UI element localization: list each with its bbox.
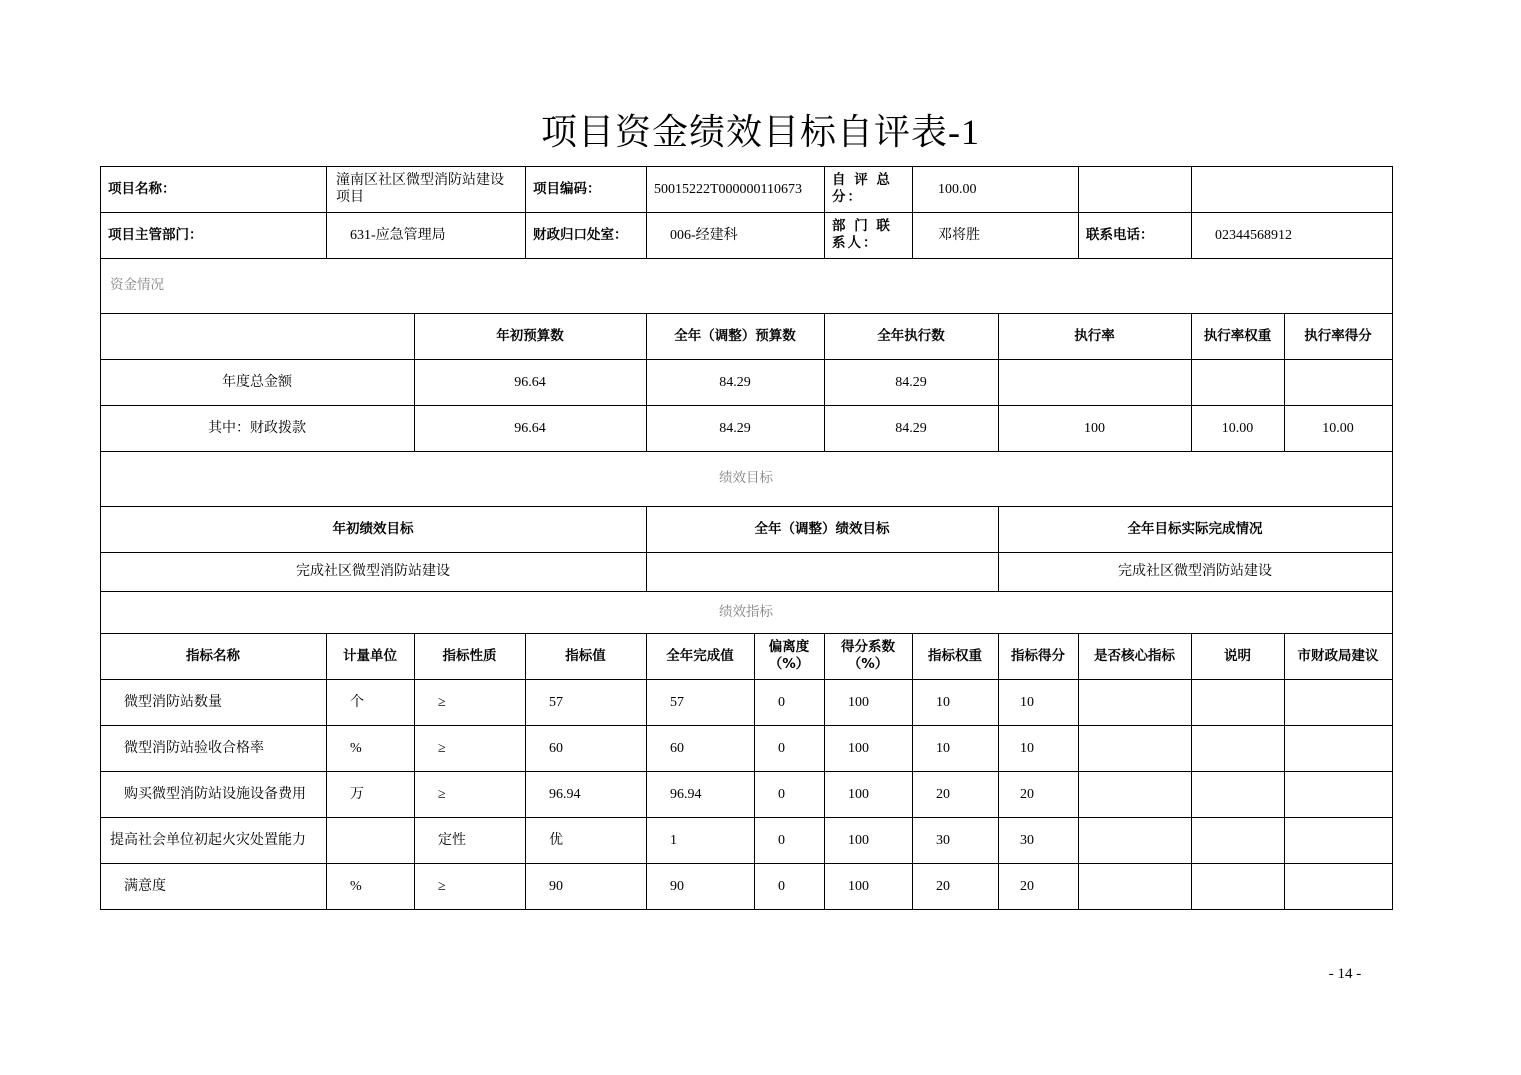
empty-cell [1078,679,1191,725]
indicator-nature: ≥ [438,786,446,802]
indicator-weight: 30 [936,832,950,848]
funds-cell-executed: 84.29 [895,420,927,436]
empty-cell [1191,166,1392,212]
funds-cell-adjusted: 84.29 [719,374,751,390]
funds-cell-rate: 100 [1084,420,1105,436]
indicator-dev: 0 [778,740,785,756]
indicator-value: 60 [549,740,563,756]
indicator-done: 1 [670,832,677,848]
goal-initial: 完成社区微型消防站建设 [296,563,450,579]
funds-header: 全年（调整）预算数 [674,327,796,344]
indicator-header: 全年完成值 [666,647,734,664]
indicator-nature: ≥ [438,878,446,894]
empty-cell [1191,771,1284,817]
indicator-value: 90 [549,878,563,894]
contact-value: 邓将胜 [938,227,980,243]
empty-cell [1078,725,1191,771]
indicator-dev: 0 [778,786,785,802]
indicator-nature: ≥ [438,740,446,756]
indicator-done: 90 [670,878,684,894]
indicator-name: 提高社会单位初起火灾处置能力 [110,831,306,848]
empty-cell [1191,679,1284,725]
indicator-done: 96.94 [670,786,702,802]
phone-value: 02344568912 [1215,227,1292,243]
indicator-unit: % [350,878,362,894]
indicator-score: 30 [1020,832,1034,848]
indicator-weight: 10 [936,694,950,710]
empty-cell [1284,771,1392,817]
empty-cell [1191,725,1284,771]
indicator-name: 满意度 [124,877,166,894]
goals-header: 全年（调整）绩效目标 [754,520,890,537]
funds-header: 执行率权重 [1203,327,1272,344]
empty-cell [1078,863,1191,909]
indicator-header: 说明 [1224,647,1251,664]
funds-cell-executed: 84.29 [895,374,927,390]
indicator-header: 指标名称 [186,647,240,664]
indicator-weight: 10 [936,740,950,756]
indicator-header: 市财政局建议 [1297,647,1379,664]
indicator-name: 购买微型消防站设施设备费用 [124,785,306,802]
indicator-value: 96.94 [549,786,581,802]
indicator-unit: 万 [350,786,364,802]
indicator-coef: 100 [848,786,869,802]
page-title: 项目资金绩效目标自评表-1 [540,112,980,153]
empty-cell [1191,817,1284,863]
empty-cell [1284,863,1392,909]
indicator-header: 得分系数（%） [841,639,895,672]
indicator-score: 20 [1020,786,1034,802]
indicator-score: 10 [1020,694,1034,710]
indicator-dev: 0 [778,878,785,894]
empty-cell [1284,679,1392,725]
goals-header: 全年目标实际完成情况 [1127,520,1263,537]
empty-cell [1078,166,1191,212]
indicator-coef: 100 [848,740,869,756]
project-name-value: 潼南区社区微型消防站建设项目 [336,173,504,205]
empty-cell [1284,725,1392,771]
indicator-score: 10 [1020,740,1034,756]
indicator-nature: ≥ [438,694,446,710]
indicator-unit: 个 [350,694,364,710]
indicator-weight: 20 [936,786,950,802]
indicator-value: 57 [549,694,563,710]
indicator-value: 优 [549,832,563,848]
goal-actual: 完成社区微型消防站建设 [1118,563,1272,579]
indicator-header: 指标权重 [928,647,982,664]
indicator-unit: % [350,740,362,756]
funds-header: 年初预算数 [496,327,564,344]
page-number: - 14 - [1328,966,1362,982]
goal-adjusted [646,552,998,591]
indicator-name: 微型消防站数量 [124,693,222,710]
empty-cell [1284,817,1392,863]
funds-header: 执行率得分 [1304,327,1372,344]
indicator-name: 微型消防站验收合格率 [124,739,264,756]
indicator-header: 偏离度（%） [768,639,810,672]
dept-value: 631-应急管理局 [350,227,446,243]
empty-cell [1191,863,1284,909]
funds-header-blank [100,313,414,359]
finance-label: 财政归口处室： [533,226,628,243]
funds-header: 全年执行数 [877,327,945,344]
indicator-unit [326,817,414,863]
project-name-label: 项目名称： [108,180,176,197]
score-label: 自 评 总分： [832,172,892,205]
indicator-coef: 100 [848,694,869,710]
empty-cell [1078,771,1191,817]
funds-cell-score: 10.00 [1322,420,1354,436]
indicator-done: 60 [670,740,684,756]
funds-header: 执行率 [1074,327,1115,344]
funds-cell-budget: 96.64 [514,420,546,436]
contact-label: 部 门 联 系人： [832,218,892,251]
indicator-nature: 定性 [438,832,466,848]
indicator-dev: 0 [778,694,785,710]
funds-row-label: 年度总金额 [222,373,292,390]
indicator-header: 指标性质 [442,647,497,664]
empty-cell [1078,817,1191,863]
funds-cell-rate [998,359,1191,405]
indicator-weight: 20 [936,878,950,894]
goals-header: 年初绩效目标 [332,520,414,537]
indicator-header: 计量单位 [343,647,397,664]
indicator-coef: 100 [848,878,869,894]
project-code-label: 项目编码： [533,180,601,197]
indicator-dev: 0 [778,832,785,848]
funds-cell-weight [1191,359,1284,405]
indicator-header: 指标值 [565,647,606,664]
indicators-section-title: 绩效指标 [719,603,773,620]
funds-cell-weight: 10.00 [1221,420,1254,436]
indicator-done: 57 [670,694,684,710]
phone-label: 联系电话： [1086,226,1154,243]
finance-value: 006-经建科 [670,227,738,243]
funds-section-title: 资金情况 [110,277,164,293]
goals-section-title: 绩效目标 [719,470,773,486]
indicator-score: 20 [1020,878,1034,894]
indicator-header: 是否核心指标 [1094,647,1175,664]
funds-row-label: 其中：财政拨款 [208,419,306,436]
indicator-header: 指标得分 [1011,647,1065,664]
dept-label: 项目主管部门： [108,226,203,243]
funds-cell-score [1284,359,1392,405]
funds-cell-adjusted: 84.29 [719,420,751,436]
score-value: 100.00 [938,181,977,197]
project-code-value: 50015222T000000110673 [654,181,803,197]
indicator-coef: 100 [848,832,869,848]
funds-cell-budget: 96.64 [514,374,546,390]
